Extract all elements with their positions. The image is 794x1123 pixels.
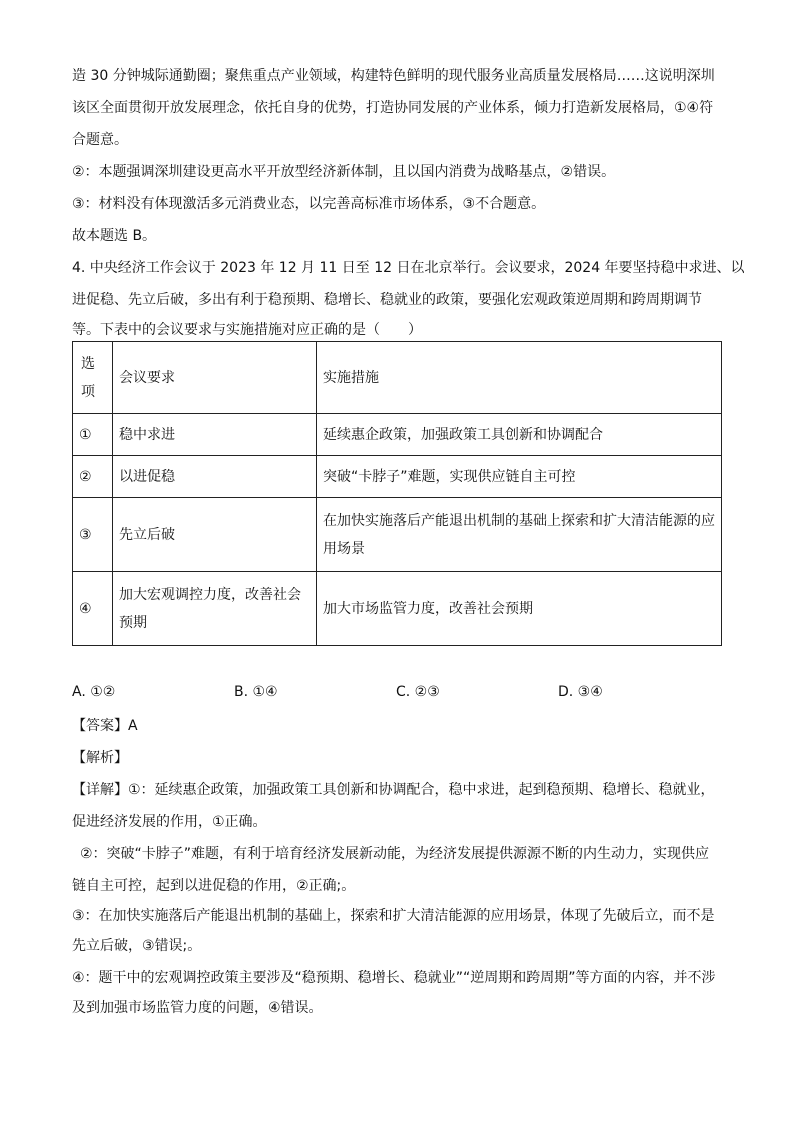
- table-row: [73, 456, 722, 498]
- intro-line: ③：材料没有体现激活多元消费业态，以完善高标准市场体系，③不合题意。: [72, 196, 546, 212]
- row-option: ④: [73, 572, 113, 646]
- intro-line: 造 30 分钟城际通勤圈；聚焦重点产业领域，构建特色鲜明的现代服务业高质量发展格局……这说明深圳: [72, 68, 715, 84]
- row-measure: 加大市场监管力度，改善社会预期: [317, 572, 722, 646]
- option-b[interactable]: B. ①④: [234, 684, 278, 700]
- option-d[interactable]: D. ③④: [558, 684, 603, 700]
- question-stem: 进促稳、先立后破，多出有利于稳预期、稳增长、稳就业的政策，要强化宏观政策逆周期和跨周期调节: [72, 292, 702, 308]
- detail-line: ③：在加快实施落后产能退出机制的基础上，探索和扩大清洁能源的应用场景，体现了先破后立，而不是: [72, 908, 715, 924]
- answer-options: [72, 684, 728, 706]
- detail-line: 先立后破，③错误;。: [72, 938, 202, 954]
- option-a[interactable]: A. ①②: [72, 684, 116, 700]
- row-measure: 突破“卡脖子”难题，实现供应链自主可控: [317, 456, 722, 498]
- analysis-label: 【解析】: [72, 750, 128, 766]
- row-requirement: 稳中求进: [113, 414, 317, 456]
- row-option: ①: [73, 414, 113, 456]
- row-option: ③: [73, 498, 113, 572]
- detail-line: 促进经济发展的作用，①正确。: [72, 814, 267, 830]
- detail-line: 【详解】①：延续惠企政策，加强政策工具创新和协调配合，稳中求进，起到稳预期、稳增长、稳就业，: [72, 782, 715, 798]
- table-row: [73, 414, 722, 456]
- detail-line: ④：题干中的宏观调控政策主要涉及“稳预期、稳增长、稳就业”“逆周期和跨周期”等方面的内容，并不涉: [72, 970, 716, 986]
- question-stem: 4. 中央经济工作会议于 2023 年 12 月 11 日至 12 日在北京举行。会议要求，2024 年要坚持稳中求进、以: [72, 260, 745, 276]
- row-option: ②: [73, 456, 113, 498]
- option-c[interactable]: C. ②③: [396, 684, 440, 700]
- requirements-table: [72, 341, 722, 646]
- table-header-row: [73, 342, 722, 414]
- row-measure: 延续惠企政策，加强政策工具创新和协调配合: [317, 414, 722, 456]
- detail-line: ②：突破“卡脖子”难题，有利于培育经济发展新动能，为经济发展提供源源不断的内生动力，实现供应: [80, 846, 710, 862]
- intro-line: ②：本题强调深圳建设更高水平开放型经济新体制，且以国内消费为战略基点，②错误。: [72, 164, 616, 180]
- header-requirement: 会议要求: [113, 342, 317, 414]
- intro-line: 该区全面贯彻开放发展理念，依托自身的优势，打造协同发展的产业体系，倾力打造新发展格局，①④符: [72, 100, 714, 116]
- table-row: [73, 572, 722, 646]
- detail-line: 及到加强市场监管力度的问题，④错误。: [72, 1000, 323, 1016]
- row-requirement: 先立后破: [113, 498, 317, 572]
- intro-line: 故本题选 B。: [72, 228, 157, 244]
- row-requirement: 加大宏观调控力度，改善社会预期: [113, 572, 317, 646]
- answer-label: 【答案】A: [72, 718, 138, 734]
- row-measure: 在加快实施落后产能退出机制的基础上探索和扩大清洁能源的应用场景: [317, 498, 722, 572]
- detail-line: 链自主可控，起到以进促稳的作用，②正确;。: [72, 878, 356, 894]
- row-requirement: 以进促稳: [113, 456, 317, 498]
- question-stem: 等。下表中的会议要求与实施措施对应正确的是（ ）: [72, 322, 422, 338]
- header-option: 选项: [73, 342, 113, 414]
- intro-line: 合题意。: [72, 132, 128, 148]
- header-measure: 实施措施: [317, 342, 722, 414]
- table-row: [73, 498, 722, 572]
